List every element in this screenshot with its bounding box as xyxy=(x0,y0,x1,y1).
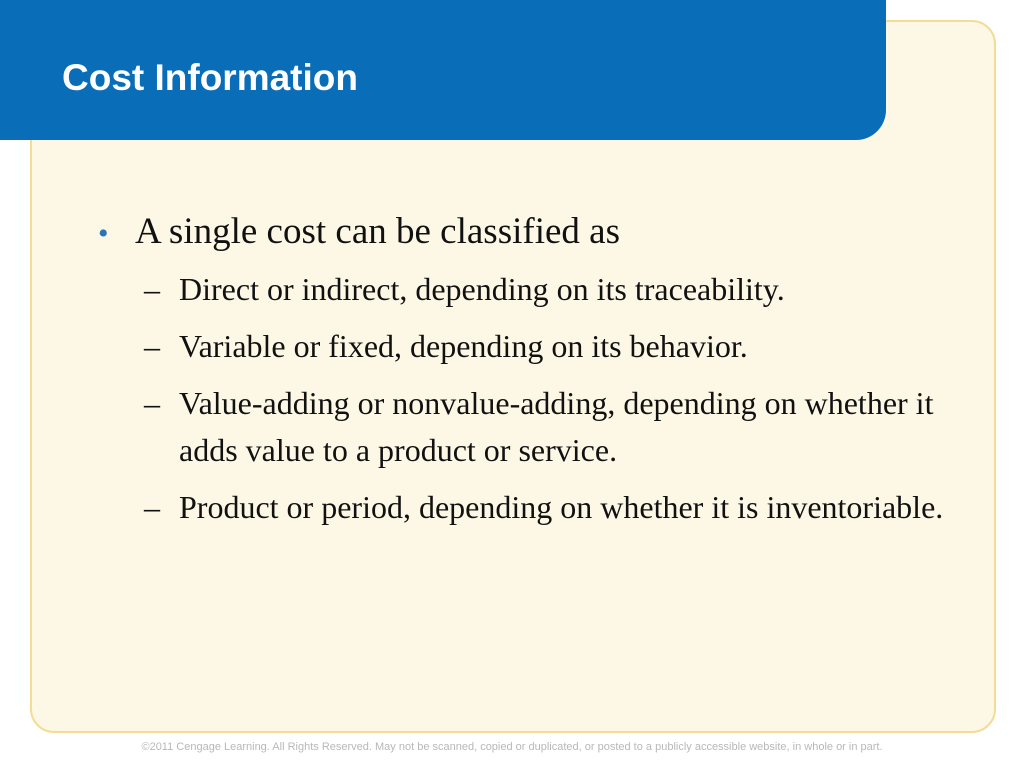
dash-marker: – xyxy=(144,385,160,421)
sub-bullet-text: Value-adding or nonvalue-adding, depending on whether it adds value to a product or service. xyxy=(179,385,934,468)
sub-bullet-list xyxy=(144,266,948,531)
sub-bullet-item xyxy=(144,266,948,313)
bullet-text: A single cost can be classified as xyxy=(135,211,620,252)
title-bar xyxy=(0,0,886,140)
sub-bullet-text: Variable or fixed, depending on its behavior. xyxy=(179,328,748,364)
sub-bullet-text: Direct or indirect, depending on its traceability. xyxy=(179,271,785,307)
slide-title: Cost Information xyxy=(62,57,358,98)
copyright-footer: ©2011 Cengage Learning. All Rights Reserved. May not be scanned, copied or duplicated, or posted to a publicly accessible website, in whole or in part. xyxy=(141,741,883,753)
dash-marker: – xyxy=(144,328,160,364)
sub-bullet-item xyxy=(144,484,948,531)
slide-body xyxy=(98,206,948,541)
sub-bullet-item xyxy=(144,323,948,370)
dash-marker: – xyxy=(144,271,160,307)
sub-bullet-text: Product or period, depending on whether it is inventoriable. xyxy=(179,489,944,525)
dash-marker: – xyxy=(144,489,160,525)
bullet-item xyxy=(98,206,948,260)
sub-bullet-item xyxy=(144,380,948,474)
bullet-marker: • xyxy=(98,217,109,250)
